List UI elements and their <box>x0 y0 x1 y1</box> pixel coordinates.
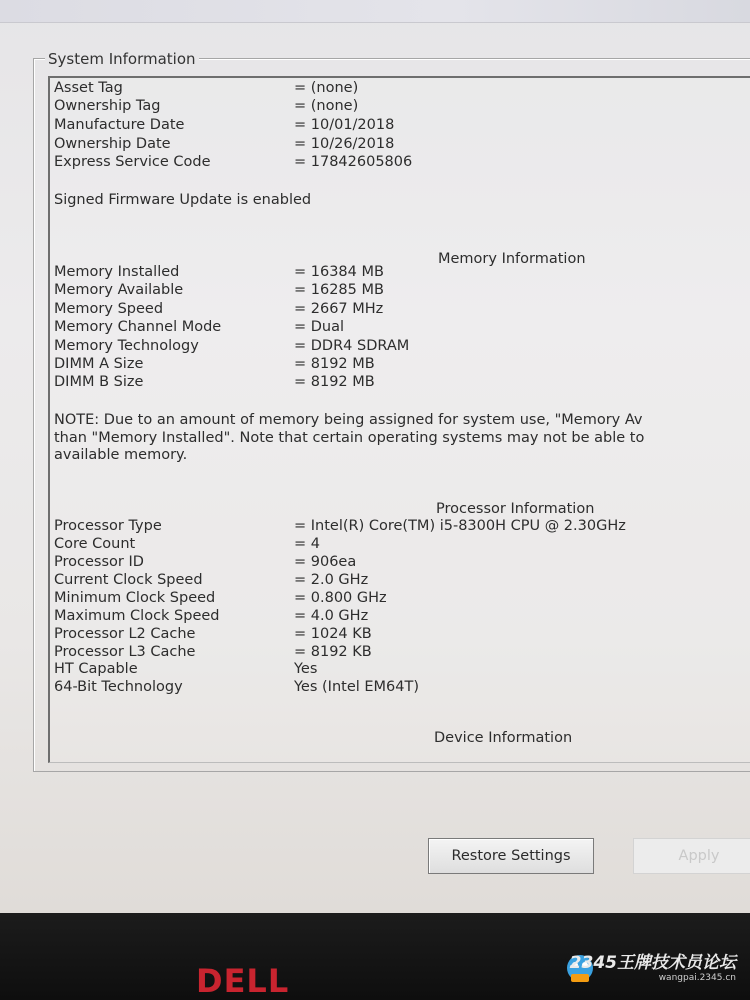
firmware-note: Signed Firmware Update is enabled <box>54 192 312 208</box>
group-title: System Information <box>45 50 199 68</box>
info-label: Memory Channel Mode <box>54 319 222 335</box>
info-label: Memory Speed <box>54 301 164 317</box>
dell-logo: DELL <box>196 962 290 1000</box>
memory-note-line: NOTE: Due to an amount of memory being assigned for system use, "Memory Av <box>54 412 643 428</box>
info-label: Memory Installed <box>54 264 180 280</box>
info-value: = 4.0 GHz <box>294 608 369 624</box>
info-label: Ownership Date <box>54 136 171 152</box>
info-label: Current Clock Speed <box>54 572 203 588</box>
apply-button[interactable]: Apply <box>633 838 750 874</box>
memory-note-line: than "Memory Installed". Note that certain operating systems may not be able to <box>54 430 645 446</box>
info-label: HT Capable <box>54 661 138 677</box>
info-value: = 10/26/2018 <box>294 136 395 152</box>
title-bar <box>0 0 750 23</box>
info-label: Processor L3 Cache <box>54 644 196 660</box>
info-value: Yes (Intel EM64T) <box>294 679 420 695</box>
info-value: = 0.800 GHz <box>294 590 387 606</box>
info-value: = 17842605806 <box>294 154 413 170</box>
processor-section-title: Processor Information <box>436 501 595 517</box>
restore-settings-button[interactable]: Restore Settings <box>428 838 594 874</box>
info-value: = Intel(R) Core(TM) i5-8300H CPU @ 2.30GHz <box>294 518 626 534</box>
info-value: = 16384 MB <box>294 264 384 280</box>
info-label: Memory Technology <box>54 338 199 354</box>
info-label: Memory Available <box>54 282 184 298</box>
info-label: Maximum Clock Speed <box>54 608 220 624</box>
info-label: Minimum Clock Speed <box>54 590 216 606</box>
memory-section-title: Memory Information <box>438 251 586 267</box>
info-value: = 16285 MB <box>294 282 384 298</box>
info-label: Processor Type <box>54 518 162 534</box>
info-value: = 8192 MB <box>294 374 375 390</box>
info-value: = 906ea <box>294 554 357 570</box>
info-value: = 8192 MB <box>294 356 375 372</box>
info-label: Express Service Code <box>54 154 211 170</box>
info-value: = 4 <box>294 536 320 552</box>
watermark-url: wangpai.2345.cn <box>658 973 736 983</box>
info-label: Ownership Tag <box>54 98 161 114</box>
info-label: Processor ID <box>54 554 144 570</box>
info-label: Manufacture Date <box>54 117 185 133</box>
device-section-title: Device Information <box>434 730 573 746</box>
info-value: = 2.0 GHz <box>294 572 369 588</box>
info-value: = 10/01/2018 <box>294 117 395 133</box>
info-value: = DDR4 SDRAM <box>294 338 410 354</box>
info-value: = Dual <box>294 319 345 335</box>
info-label: Asset Tag <box>54 80 123 96</box>
info-value: = 1024 KB <box>294 626 372 642</box>
info-label: DIMM A Size <box>54 356 144 372</box>
info-label: Processor L2 Cache <box>54 626 196 642</box>
info-value: = 2667 MHz <box>294 301 384 317</box>
watermark-main: 2345王牌技术员论坛 <box>569 953 736 973</box>
info-value: = (none) <box>294 80 359 96</box>
info-value: = (none) <box>294 98 359 114</box>
info-label: DIMM B Size <box>54 374 144 390</box>
info-value: = 8192 KB <box>294 644 372 660</box>
info-label: 64-Bit Technology <box>54 679 183 695</box>
memory-note-line: available memory. <box>54 447 188 463</box>
info-label: Core Count <box>54 536 136 552</box>
info-value: Yes <box>294 661 318 677</box>
watermark <box>570 948 736 983</box>
